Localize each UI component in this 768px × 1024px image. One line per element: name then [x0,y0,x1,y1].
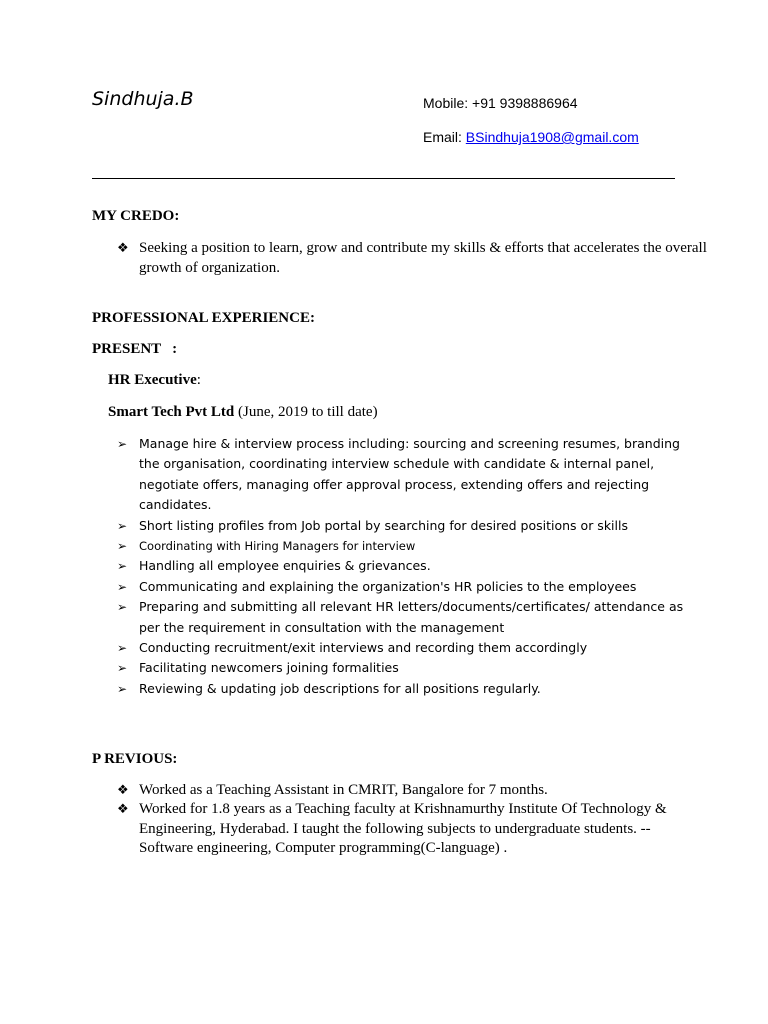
arrowhead-bullet-icon: ➢ [117,539,128,554]
previous-text: Worked for 1.8 years as a Teaching faculty at Krishnamurthy Institute Of Technology & Engineering, Hyderabad. I taught the following subjects to undergraduate students. --Software engineering, Computer programming(C-language) . [139,801,667,856]
duty-text: Handling all employee enquiries & grievances. [139,558,431,574]
job-title [108,372,201,389]
four-diamond-bullet-icon: ❖ [117,783,129,798]
list-item [117,679,687,699]
list-item [117,638,687,658]
company-line [108,404,378,421]
credo-item [117,239,732,278]
duty-text: Coordinating with Hiring Managers for interview [139,539,416,554]
email-link[interactable]: BSindhuja1908@gmail.com [465,129,639,145]
duty-text: Communicating and explaining the organization's HR policies to the employees [139,578,637,594]
job-role: HR Executive [108,372,197,388]
duties-list [117,434,687,699]
duty-text: Facilitating newcomers joining formalities [139,660,399,676]
arrowhead-bullet-icon: ➢ [117,641,128,656]
credo-text: Seeking a position to learn, grow and contribute my skills & efforts that accelerates the overall growth of organization. [139,240,707,276]
list-item [117,597,687,638]
credo-heading: MY CREDO: [92,208,180,224]
duty-text: Short listing profiles from Job portal by searching for desired positions or skills [139,517,628,533]
list-item [117,556,687,576]
arrowhead-bullet-icon: ➢ [117,437,128,451]
list-item [117,434,687,516]
header-divider [92,178,675,179]
duty-text: Conducting recruitment/exit interviews and recording them accordingly [139,640,588,656]
previous-text: Worked as a Teaching Assistant in CMRIT, Bangalore for 7 months. [139,782,548,798]
duty-text: Preparing and submitting all relevant HR letters/documents/certificates/ attendance as per the requirement in consultation with the management [139,599,684,635]
job-role-suffix: : [196,372,201,388]
mobile-number: Mobile: +91 9398886964 [423,95,578,111]
candidate-name: Sindhuja.B [92,88,194,110]
company-name: Smart Tech Pvt Ltd [108,404,235,420]
list-item [117,577,687,597]
previous-item [117,800,697,859]
duty-text: Reviewing & updating job descriptions for all positions regularly. [139,680,541,696]
duty-text: Manage hire & interview process including: sourcing and screening resumes, branding the organisation, coordinating interview schedule with candidate & internal panel, negotiate offers, managing offer approval process, extending offers and rejecting candidates. [139,436,680,513]
employment-period: (June, 2019 to till date) [234,404,378,420]
list-item [117,516,687,536]
four-diamond-bullet-icon: ❖ [117,241,129,256]
list-item [117,658,687,678]
arrowhead-bullet-icon: ➢ [117,600,128,615]
arrowhead-bullet-icon: ➢ [117,559,128,574]
arrowhead-bullet-icon: ➢ [117,579,128,594]
four-diamond-bullet-icon: ❖ [117,802,129,817]
arrowhead-bullet-icon: ➢ [117,681,128,696]
email-label: Email: [423,129,462,145]
experience-heading: PROFESSIONAL EXPERIENCE: [92,310,315,326]
previous-heading: P REVIOUS: [92,751,178,767]
arrowhead-bullet-icon: ➢ [117,661,128,676]
email-line [423,129,639,145]
present-label: PRESENT : [92,341,178,357]
arrowhead-bullet-icon: ➢ [117,518,128,533]
previous-item [117,781,707,801]
list-item [117,536,687,556]
